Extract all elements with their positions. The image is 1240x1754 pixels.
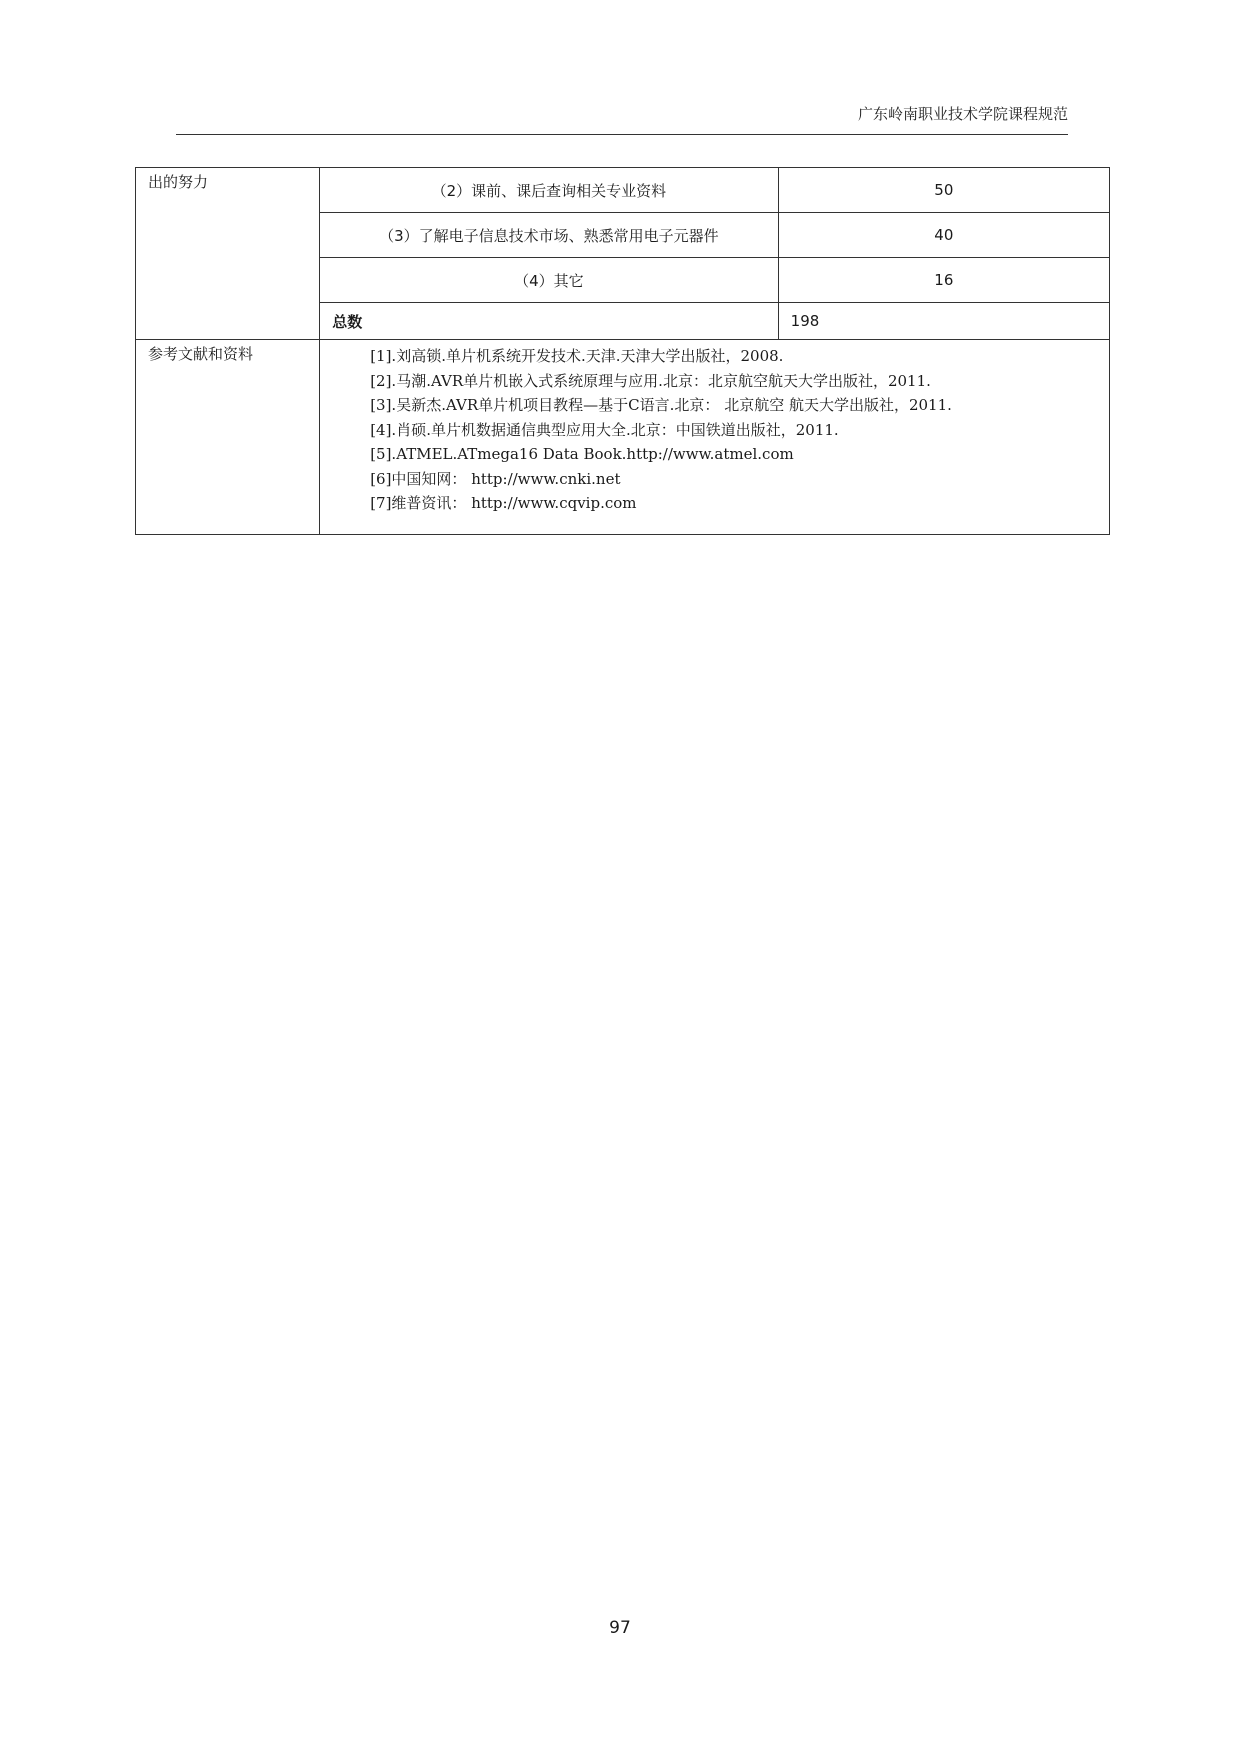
row-description: （2）课前、课后查询相关专业资料	[320, 168, 778, 213]
reference-item: [7]维普资讯： http://www.cqvip.com	[370, 494, 637, 512]
reference-item: [3].吴新杰.AVR单片机项目教程—基于C语言.北京： 北京航空 航天大学出版社，2011.	[370, 396, 952, 414]
table-row	[136, 168, 1110, 213]
row-hours: 16	[778, 258, 1109, 303]
total-value: 198	[778, 303, 1109, 340]
references-row	[136, 340, 1110, 535]
reference-item: [2].马潮.AVR单片机嵌入式系统原理与应用.北京：北京航空航天大学出版社，2011.	[370, 371, 931, 390]
course-table	[135, 167, 1110, 535]
section-label: 出的努力	[136, 168, 320, 340]
page-header-title: 广东岭南职业技术学院课程规范	[857, 105, 1068, 123]
header-rule	[176, 134, 1068, 135]
reference-item: [1].刘高锁.单片机系统开发技术.天津.天津大学出版社，2008.	[370, 347, 784, 365]
row-description: （4）其它	[320, 258, 778, 303]
reference-item: [4].肖硕.单片机数据通信典型应用大全.北京：中国铁道出版社，2011.	[370, 420, 839, 439]
reference-item: [5].ATMEL.ATmega16 Data Book.http://www.atmel.com	[370, 445, 794, 463]
reference-item: [6]中国知网： http://www.cnki.net	[370, 469, 621, 488]
row-hours: 40	[778, 213, 1109, 258]
references-list	[320, 340, 1110, 535]
references-label: 参考文献和资料	[136, 340, 320, 535]
page-number: 97	[609, 1618, 631, 1638]
row-description: （3）了解电子信息技术市场、熟悉常用电子元器件	[320, 213, 778, 258]
row-hours: 50	[778, 168, 1109, 213]
total-label: 总数	[320, 303, 778, 340]
